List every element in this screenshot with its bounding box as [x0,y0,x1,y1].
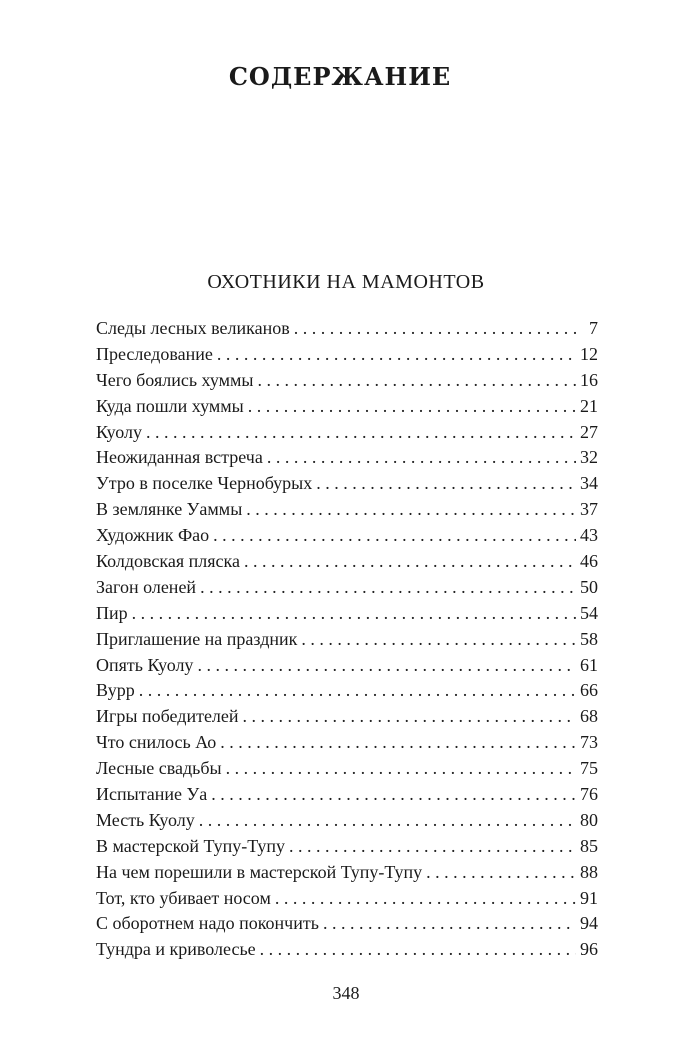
toc-entry-page: 32 [580,447,598,468]
toc-entry-title: Колдовская пляска [96,551,240,572]
toc-entry-page: 75 [580,758,598,779]
toc-entry-page: 85 [580,835,598,856]
toc-entry-page: 27 [580,421,598,442]
toc-entry-title: Игры победителей [96,706,239,727]
toc-entry-title: Тундра и криволесье [96,939,256,960]
toc-entry-page: 43 [580,525,598,546]
toc-entry-title: Загон оленей [96,576,197,597]
toc-entry [96,937,598,963]
toc-entry-title: Пир [96,602,128,623]
toc-entry [96,678,598,704]
dot-leader [248,394,576,420]
toc-entry [96,394,598,420]
toc-entry-title: В мастерской Тупу-Тупу [96,835,286,856]
toc-entry [96,860,598,886]
toc-entry-title: Приглашение на праздник [96,628,298,649]
toc-entry-page: 76 [580,784,598,805]
toc-entry [96,730,598,756]
toc-entry-title: Лесные свадьбы [96,758,222,779]
toc-entry-page: 54 [580,602,598,623]
dot-leader [260,937,576,963]
toc-entry-page: 88 [580,861,598,882]
toc-entry-page: 73 [580,732,598,753]
dot-leader [267,445,576,471]
toc-entry-page: 34 [580,473,598,494]
toc-entry-title: Опять Куолу [96,654,194,675]
toc-entry [96,420,598,446]
toc-entry [96,497,598,523]
dot-leader [294,316,576,342]
toc-entry [96,704,598,730]
toc-entry-title: Неожиданная встреча [96,447,263,468]
page-title: СОДЕРЖАНИЕ [228,62,452,91]
dot-leader [220,730,576,756]
toc-entry [96,756,598,782]
toc-entry [96,575,598,601]
toc-entry-title: Утро в поселке Чернобурых [96,473,313,494]
toc-entry-page: 58 [580,628,598,649]
toc-entry-page: 12 [580,343,598,364]
dot-leader [211,782,576,808]
toc-entry [96,368,598,394]
toc-entry-title: Тот, кто убивает носом [96,887,271,908]
toc-entry [96,886,598,912]
dot-leader [244,549,576,575]
dot-leader [246,497,576,523]
dot-leader [243,704,576,730]
toc-entry-title: Куолу [96,421,142,442]
toc-entry-page: 94 [580,913,598,934]
dot-leader [199,808,576,834]
toc-entry-page: 80 [580,809,598,830]
toc-entry-page: 21 [580,395,598,416]
toc-entry-title: Месть Куолу [96,809,195,830]
dot-leader [200,575,576,601]
toc-entry-title: Следы лесных великанов [96,318,290,338]
dot-leader [426,860,576,886]
toc-entry-page: 37 [580,499,598,520]
toc-entry-title: Испытание Уа [96,784,208,805]
toc-entry-title: Преследование [96,343,213,364]
toc-entry-page: 16 [580,369,598,390]
dot-leader [139,678,576,704]
dot-leader [132,601,576,627]
toc-entry-title: Что снилось Ао [96,732,217,753]
toc-entry-page: 66 [580,680,598,701]
toc-entry [96,316,598,342]
toc-entry [96,471,598,497]
toc-entry-title: С оборотнем надо покончить [96,913,319,934]
toc-entry-title: В землянке Уаммы [96,499,243,520]
toc-entry [96,342,598,368]
toc-entry [96,834,598,860]
dot-leader [197,653,576,679]
dot-leader [316,471,576,497]
toc-entry-title: Чего боялись хуммы [96,369,254,390]
toc-entry-page: 68 [580,706,598,727]
toc-entry-page: 50 [580,576,598,597]
toc-entry [96,911,598,937]
dot-leader [257,368,576,394]
toc-entry-page: 7 [589,318,598,338]
toc-entry-title: Художник Фао [96,525,210,546]
toc-entry [96,445,598,471]
toc-entry [96,549,598,575]
toc-entry-page: 61 [580,654,598,675]
toc-entry [96,523,598,549]
toc-entry [96,782,598,808]
toc-entry-title: Куда пошли хуммы [96,395,244,416]
dot-leader [146,420,576,446]
toc-entry [96,627,598,653]
toc-entry-title: Вурр [96,680,135,701]
dot-leader [217,342,576,368]
section-title: ОХОТНИКИ НА МАМОНТОВ [207,271,485,293]
dot-leader [289,834,576,860]
toc-entry-page: 91 [580,887,598,908]
toc-entry-page: 96 [580,939,598,960]
toc-entry-title: На чем порешили в мастерской Тупу-Тупу [96,861,423,882]
dot-leader [213,523,576,549]
table-of-contents [96,316,598,963]
page-number: 348 [332,983,360,1003]
dot-leader [301,627,576,653]
toc-entry [96,808,598,834]
dot-leader [226,756,576,782]
toc-entry [96,601,598,627]
toc-entry [96,653,598,679]
dot-leader [323,911,576,937]
dot-leader [275,886,576,912]
toc-entry-page: 46 [580,551,598,572]
